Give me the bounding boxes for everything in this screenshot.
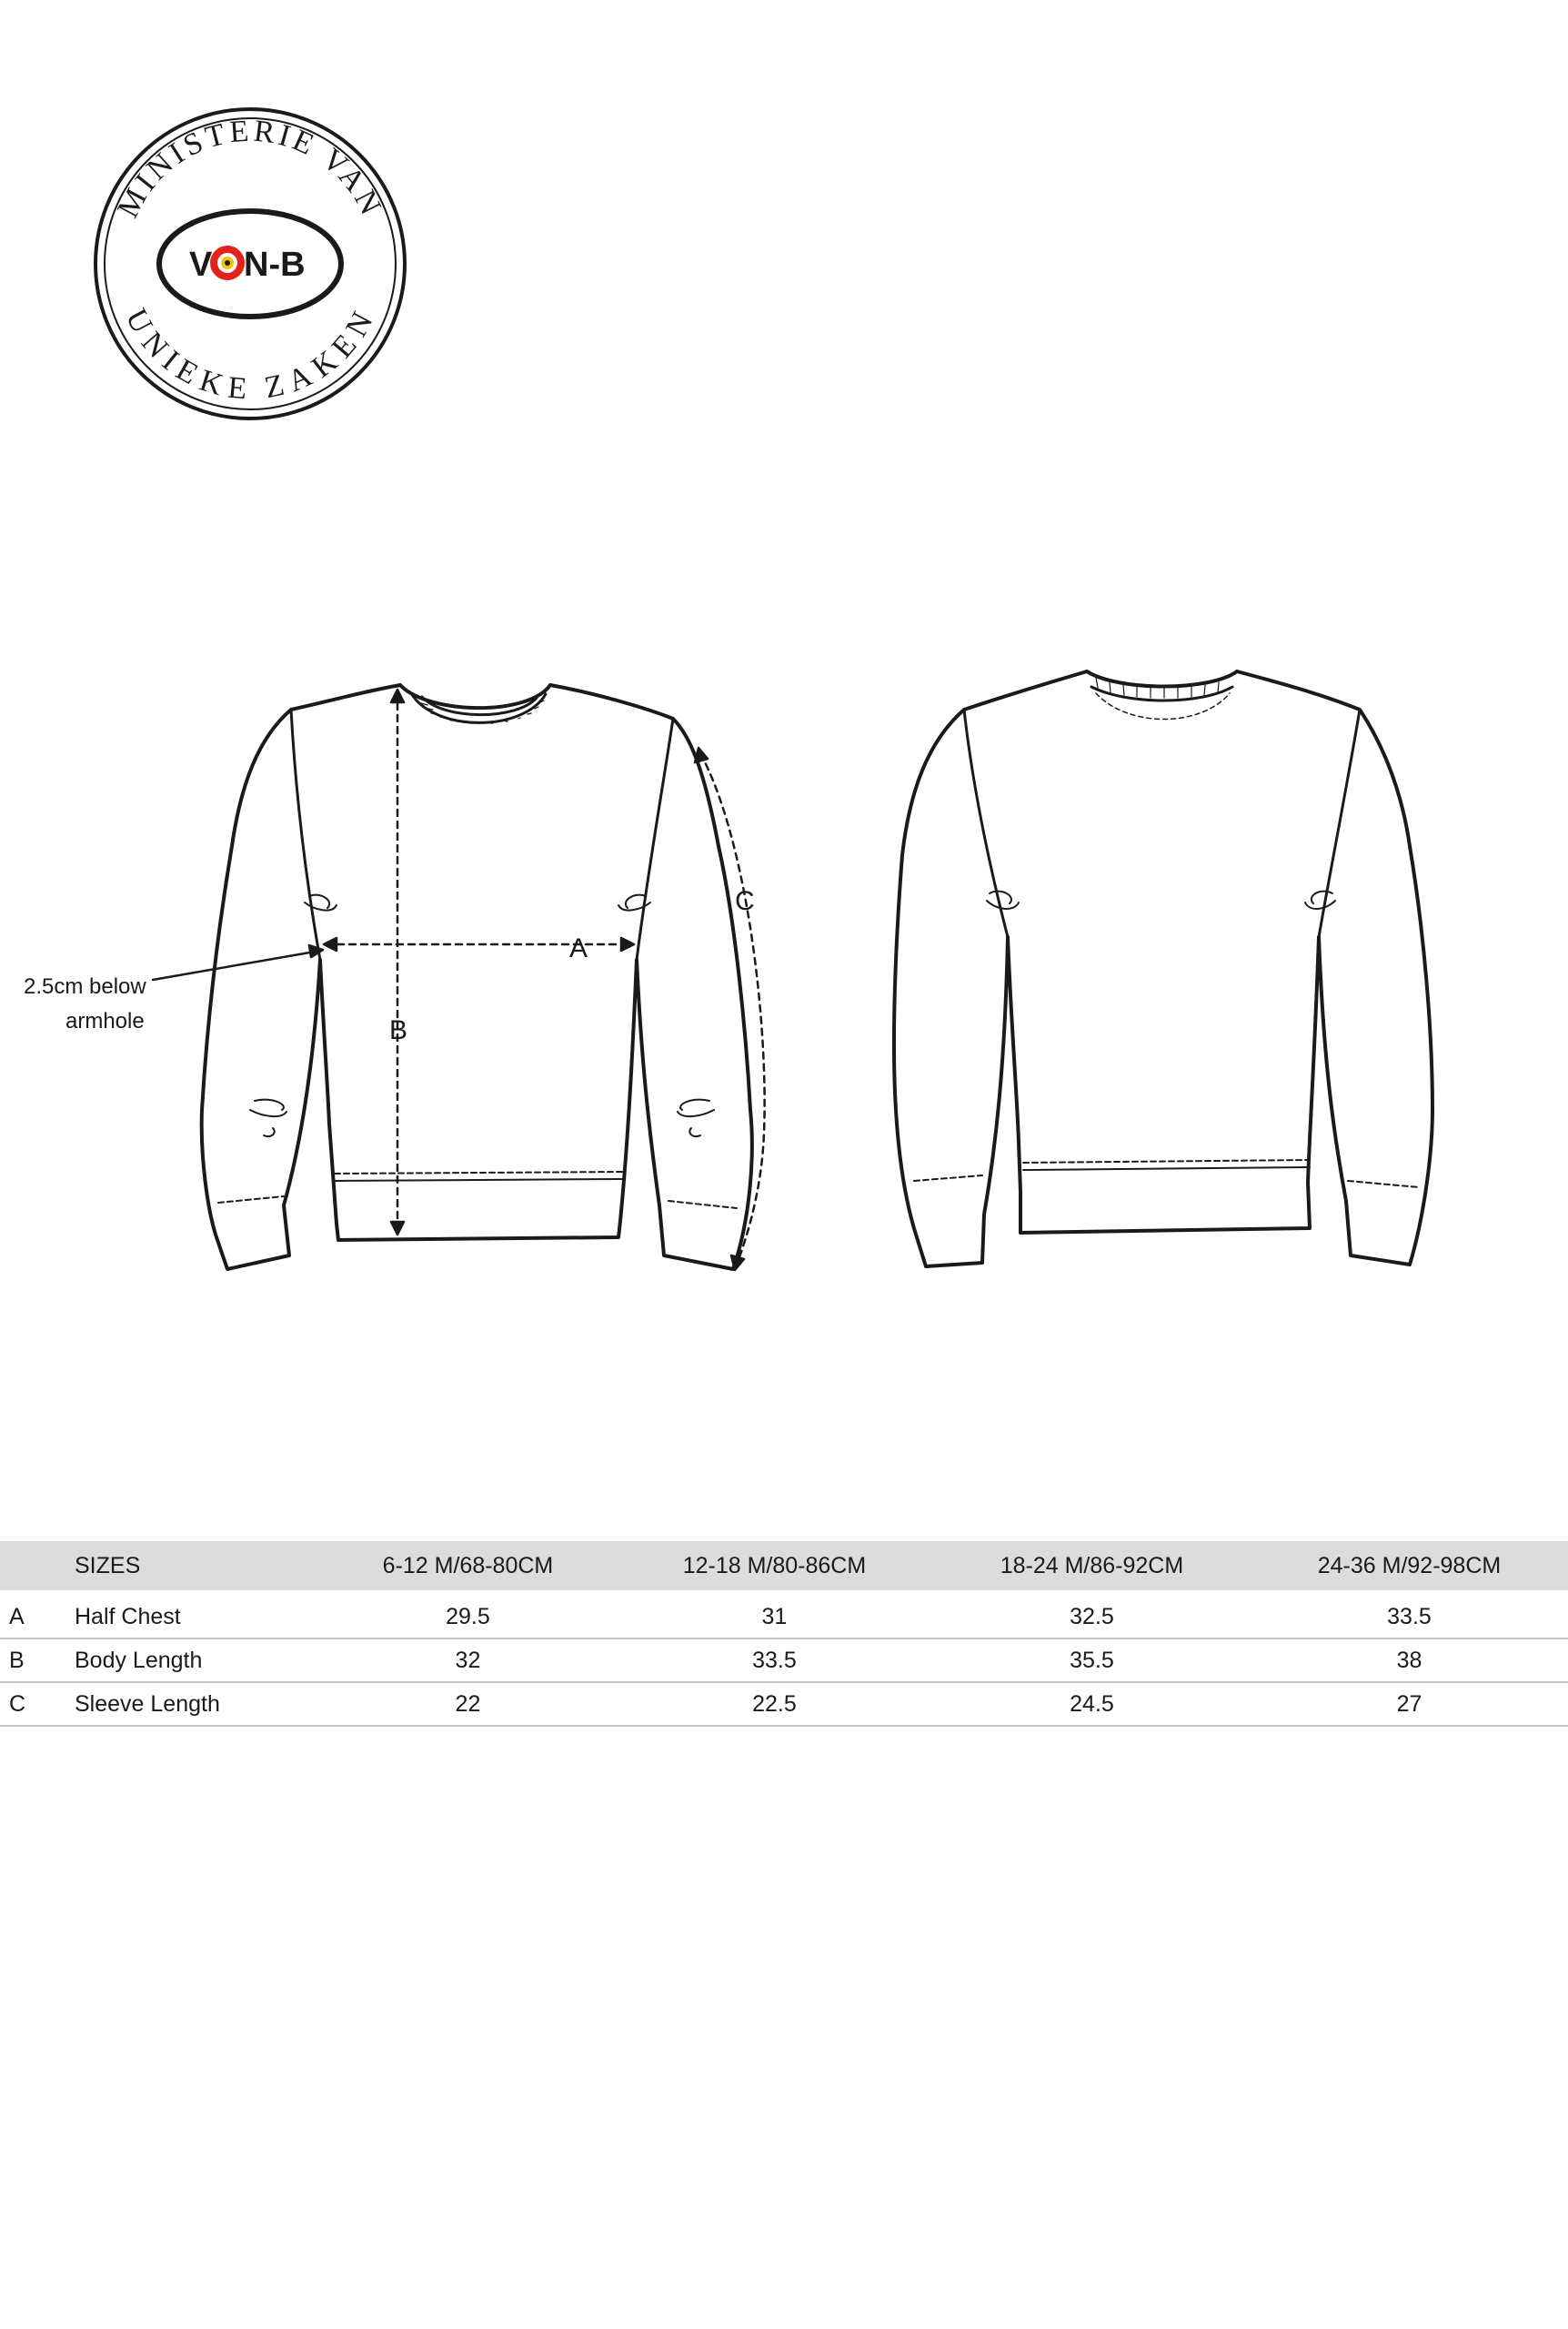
table-cell: 38 — [1251, 1638, 1568, 1682]
sweatshirt-technical-drawing — [0, 637, 1568, 1328]
ministerie-van-unieke-zaken-stamp — [91, 105, 409, 423]
sizes-header: SIZES — [75, 1541, 320, 1590]
row-letter: A — [0, 1590, 75, 1638]
row-name: Body Length — [75, 1638, 320, 1682]
stamp-bottom-text: UNIEKE ZAKEN — [118, 303, 382, 407]
table-cell: 24.5 — [933, 1682, 1251, 1726]
table-cell: 31 — [616, 1590, 933, 1638]
table-cell: 27 — [1251, 1682, 1568, 1726]
size-header-row — [0, 1541, 1568, 1590]
armhole-annotation-line2: armhole — [65, 1009, 145, 1033]
row-name: Sleeve Length — [75, 1682, 320, 1726]
measure-label-c: C — [735, 886, 755, 916]
row-name: Half Chest — [75, 1590, 320, 1638]
stamp-top-text: MINISTERIE VAN — [111, 114, 389, 224]
table-cell: 22 — [320, 1682, 616, 1726]
measure-label-a: A — [569, 933, 588, 963]
table-row-sleeve-length — [0, 1682, 1568, 1726]
table-cell: 32 — [320, 1638, 616, 1682]
table-cell: 33.5 — [616, 1638, 933, 1682]
size-column-header: 6-12 M/68-80CM — [320, 1541, 616, 1590]
table-cell: 22.5 — [616, 1682, 933, 1726]
size-chart-table — [0, 1541, 1568, 1727]
table-row-body-length — [0, 1638, 1568, 1682]
back-view-sweatshirt — [894, 671, 1432, 1266]
table-cell: 32.5 — [933, 1590, 1251, 1638]
front-view-sweatshirt — [153, 685, 765, 1270]
measure-line-c — [700, 753, 765, 1265]
table-row-half-chest — [0, 1590, 1568, 1638]
armhole-annotation-line1: 2.5cm below — [24, 974, 146, 999]
table-cell: 35.5 — [933, 1638, 1251, 1682]
svg-text:N-B: N-B — [244, 246, 306, 284]
size-column-header: 24-36 M/92-98CM — [1251, 1541, 1568, 1590]
row-letter: B — [0, 1638, 75, 1682]
header-letter-cell — [0, 1541, 75, 1590]
size-column-header: 12-18 M/80-86CM — [616, 1541, 933, 1590]
table-cell: 29.5 — [320, 1590, 616, 1638]
measure-label-b: B — [389, 1015, 408, 1045]
von-b-logo — [189, 246, 306, 284]
size-column-header: 18-24 M/86-92CM — [933, 1541, 1251, 1590]
row-letter: C — [0, 1682, 75, 1726]
table-cell: 33.5 — [1251, 1590, 1568, 1638]
svg-text:V: V — [189, 246, 213, 284]
